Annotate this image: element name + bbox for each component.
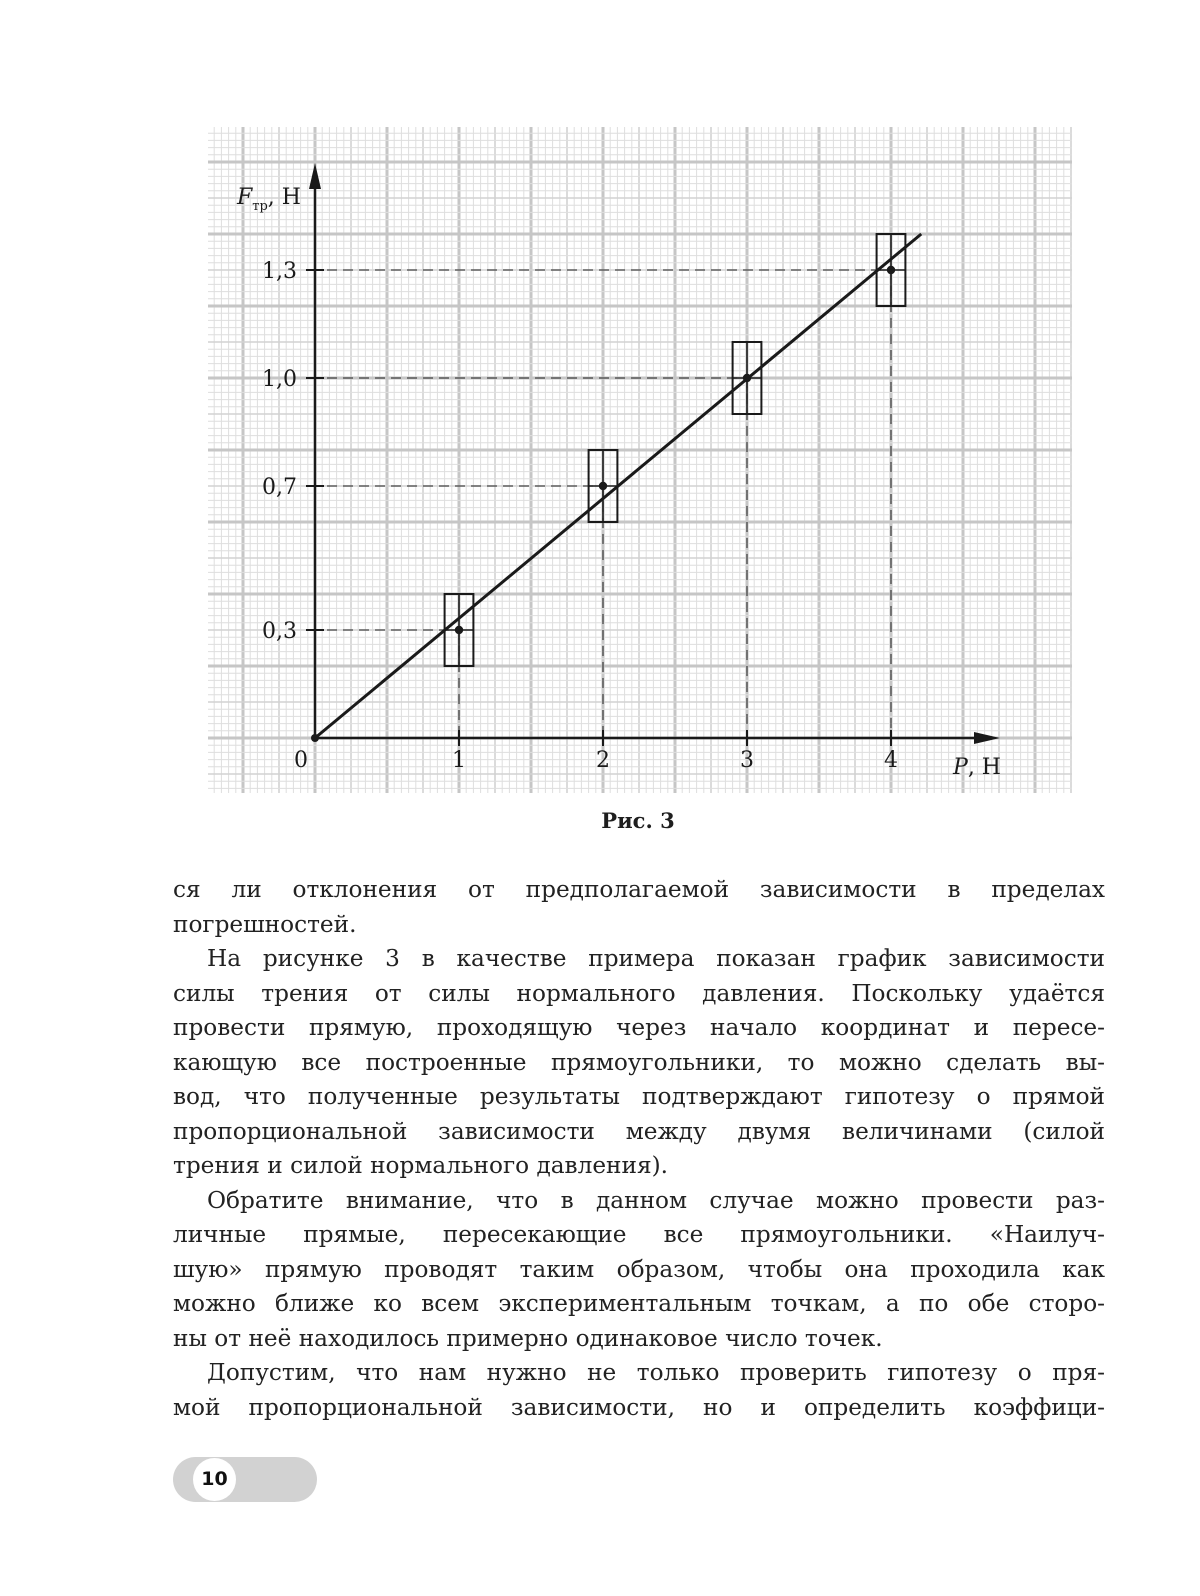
y-axis-label: $F_{тр}$, Н (237, 185, 301, 214)
x-tick-label: 1 (452, 748, 466, 773)
origin-point (311, 734, 319, 742)
y-tick-label: 0,3 (262, 619, 297, 644)
x-tick-label: 4 (884, 748, 898, 773)
text-line: вод, что полученные результаты подтверждают гипотезу о прямой (173, 1083, 1105, 1110)
text-line: погрешностей. (173, 910, 357, 938)
y-tick-label: 1,0 (262, 367, 297, 392)
x-tick-label: 3 (740, 748, 754, 773)
x-tick-label: 2 (596, 748, 610, 773)
body-text (173, 873, 1105, 1425)
text-line: силы трения от силы нормального давления. Поскольку удаётся (173, 979, 1105, 1007)
text-line: ны от неё находилось примерно одинаковое число точек. (173, 1324, 883, 1352)
figure-caption: Рис. 3 (601, 808, 675, 833)
graph-paper-grid (208, 127, 1072, 793)
data-point (887, 266, 895, 274)
text-line: На рисунке 3 в качестве примера показан график зависимости (207, 945, 1105, 972)
text-line: трения и силой нормального давления). (173, 1152, 669, 1179)
page-number: 10 (193, 1458, 236, 1501)
text-line: можно ближе ко всем экспериментальным точкам, а по обе сторо- (173, 1290, 1105, 1317)
page-number-badge (173, 1457, 317, 1502)
text-line: провести прямую, проходящую через начало координат и пересе- (173, 1014, 1105, 1041)
text-line: Допустим, что нам нужно не только проверить гипотезу о пря- (207, 1359, 1105, 1386)
text-line: мой пропорциональной зависимости, но и определить коэффици- (173, 1393, 1105, 1421)
text-line: личные прямые, пересекающие все прямоугольники. «Наилуч- (173, 1221, 1105, 1248)
data-point (599, 482, 607, 490)
data-point (455, 626, 463, 634)
text-line: ся ли отклонения от предполагаемой зависимости в пределах (173, 876, 1105, 903)
text-line: пропорциональной зависимости между двумя величинами (силой (173, 1117, 1105, 1145)
text-line: кающую все построенные прямоугольники, то можно сделать вы- (173, 1048, 1105, 1076)
y-tick-label: 1,3 (262, 259, 297, 284)
text-line: Обратите внимание, что в данном случае можно провести раз- (207, 1186, 1105, 1214)
x-axis-label: P, Н (953, 755, 1001, 780)
text-line: шую» прямую проводят таким образом, чтобы она проходила как (173, 1255, 1105, 1283)
y-tick-label: 0,7 (262, 475, 297, 500)
x-tick-label: 0 (294, 748, 308, 773)
